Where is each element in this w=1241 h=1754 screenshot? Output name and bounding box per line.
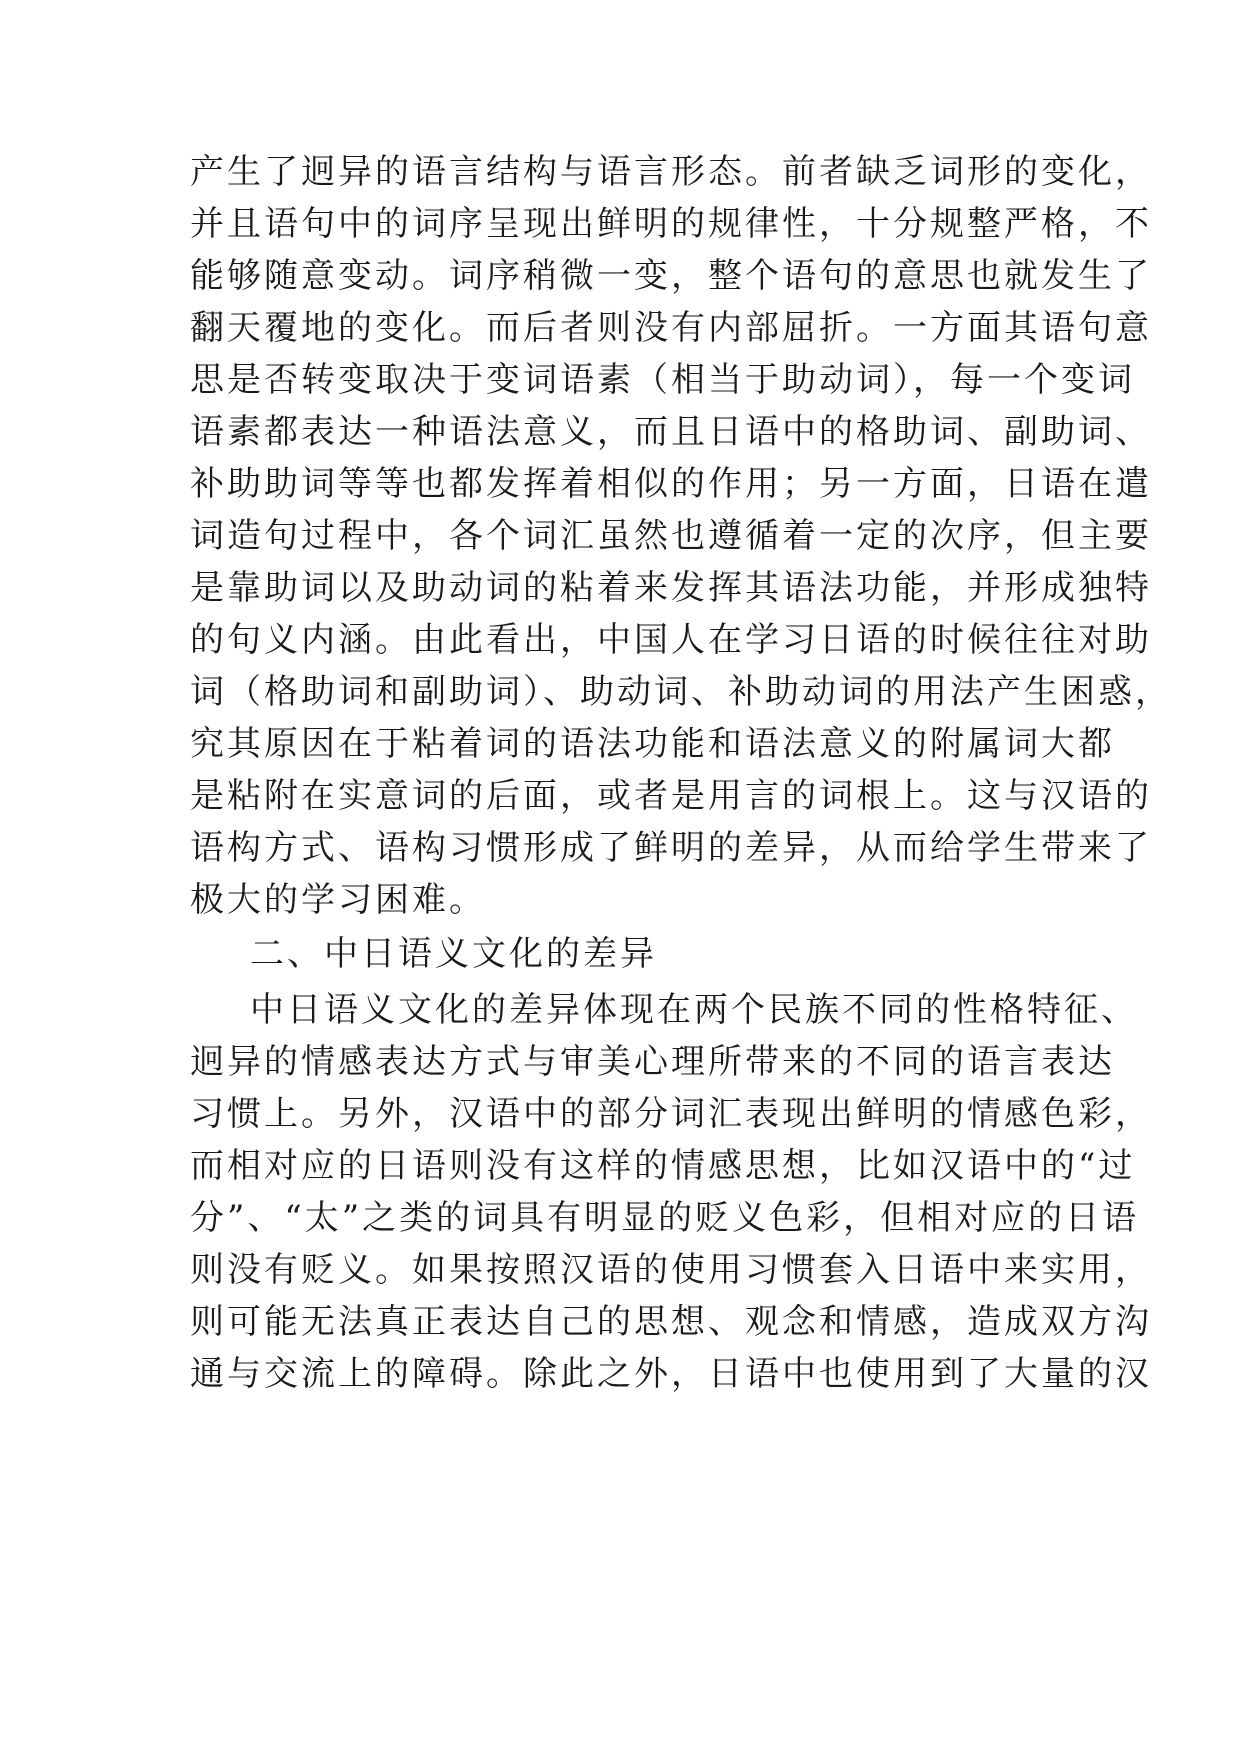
section-heading: 二、中日语义文化的差异 <box>250 934 657 974</box>
text-line: 并且语句中的词序呈现出鲜明的规律性，十分规整严格，不 <box>190 204 1152 244</box>
text-line: 通与交流上的障碍。除此之外，日语中也使用到了大量的汉 <box>190 1354 1152 1394</box>
text-line: 习惯上。另外，汉语中的部分词汇表现出鲜明的情感色彩， <box>190 1094 1152 1134</box>
text-line: 的句义内涵。由此看出，中国人在学习日语的时候往往对助 <box>190 620 1152 660</box>
text-line: 中日语义文化的差异体现在两个民族不同的性格特征、 <box>250 990 1138 1030</box>
text-line: 词造句过程中，各个词汇虽然也遵循着一定的次序，但主要 <box>190 516 1152 556</box>
text-line: 则可能无法真正表达自己的思想、观念和情感，造成双方沟 <box>190 1302 1152 1342</box>
text-line: 产生了迥异的语言结构与语言形态。前者缺乏词形的变化， <box>190 152 1152 192</box>
text-line: 补助助词等等也都发挥着相似的作用；另一方面，日语在遣 <box>190 464 1152 504</box>
text-line: 是粘附在实意词的后面，或者是用言的词根上。这与汉语的 <box>190 776 1152 816</box>
text-line: 翻天覆地的变化。而后者则没有内部屈折。一方面其语句意 <box>190 308 1152 348</box>
text-line: 语素都表达一种语法意义，而且日语中的格助词、副助词、 <box>190 412 1152 452</box>
text-line: 能够随意变动。词序稍微一变，整个语句的意思也就发生了 <box>190 256 1152 296</box>
text-line: 极大的学习困难。 <box>190 880 486 920</box>
text-line: 而相对应的日语则没有这样的情感思想，比如汉语中的“过 <box>190 1146 1136 1186</box>
text-line: 语构方式、语构习惯形成了鲜明的差异，从而给学生带来了 <box>190 828 1152 868</box>
text-line: 分”、“太”之类的词具有明显的贬义色彩，但相对应的日语 <box>190 1198 1140 1238</box>
text-line: 是靠助词以及助动词的粘着来发挥其语法功能，并形成独特 <box>190 568 1152 608</box>
text-line: 迥异的情感表达方式与审美心理所带来的不同的语言表达 <box>190 1042 1115 1082</box>
text-line: 究其原因在于粘着词的语法功能和语法意义的附属词大都 <box>190 724 1115 764</box>
text-line: 思是否转变取决于变词语素（相当于助动词），每一个变词 <box>190 360 1135 400</box>
text-line: 词（格助词和副助词）、助动词、补助动词的用法产生困惑， <box>190 672 1172 712</box>
text-line: 则没有贬义。如果按照汉语的使用习惯套入日语中来实用， <box>190 1250 1152 1290</box>
